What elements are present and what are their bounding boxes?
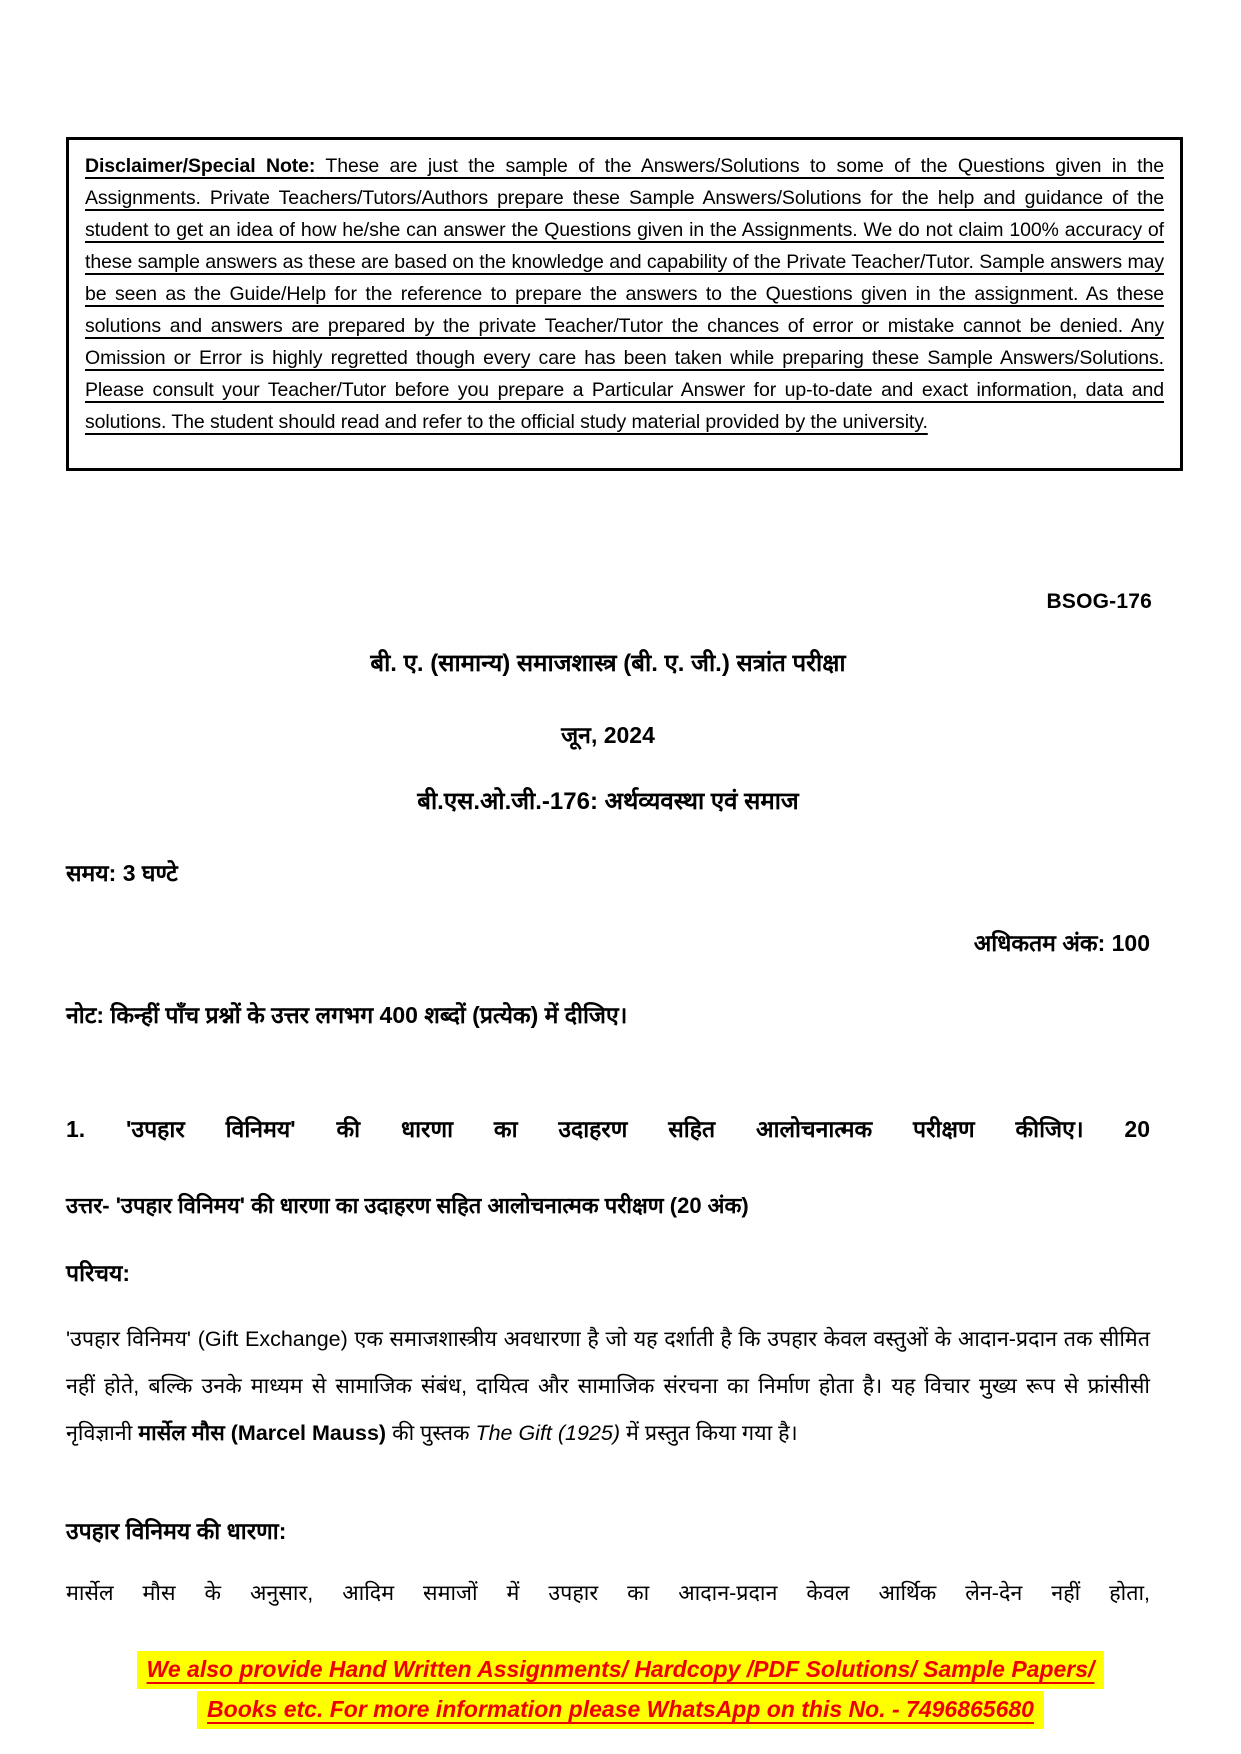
answer-1-heading: उत्तर- 'उपहार विनिमय' की धारणा का उदाहरण सहित आलोचनात्मक परीक्षण (20 अंक) [66,1193,749,1218]
disclaimer-label: Disclaimer/Special Note: [85,155,316,177]
footer-banner [0,1649,1241,1729]
concept-section-heading: उपहार विनिमय की धारणा: [66,1518,287,1544]
disclaimer-box [66,137,1183,471]
intro-paragraph [66,1316,1150,1457]
course-code: BSOG-176 [1046,590,1152,613]
intro-part-2: की पुस्तक [386,1420,476,1445]
intro-part-1: 'उपहार विनिमय' (Gift Exchange) एक समाजशास्त्रीय अवधारणा है जो यह दर्शाती है कि उपहार केवल वस्तुओं के आदान-प्रदान तक सीमित नहीं होते, बल्कि उनके माध्यम से सामाजिक संबंध, दायित्व और सामाजिक संरचना का निर्माण होता है। यह विचार मुख्य रूप से फ्रांसीसी नृविज्ञानी [66,1326,1150,1445]
max-marks: अधिकतम अंक: 100 [973,930,1150,956]
intro-section-heading: परिचय: [66,1260,131,1286]
footer-line-1: We also provide Hand Written Assignments/ Hardcopy /PDF Solutions/ Sample Papers/ [137,1651,1105,1689]
exam-note: नोट: किन्हीं पाँच प्रश्नों के उत्तर लगभग 400 शब्दों (प्रत्येक) में दीजिए। [66,1002,628,1028]
question-1-marks: 20 [1124,1116,1150,1142]
question-1 [66,1112,1150,1144]
disclaimer-text [85,150,1164,438]
intro-part-3: में प्रस्तुत किया गया है। [620,1420,798,1445]
exam-session: जून, 2024 [561,722,655,748]
time-allowed: समय: 3 घण्टे [66,860,178,886]
author-name-english: (Marcel Mauss) [230,1420,387,1445]
paper-title: बी.एस.ओ.जी.-176: अर्थव्यवस्था एवं समाज [417,788,799,815]
author-name-hindi: मार्सेल मौस [138,1420,225,1445]
exam-title: बी. ए. (सामान्य) समाजशास्त्र (बी. ए. जी.) सत्रांत परीक्षा [370,650,846,677]
footer-line-2: Books etc. For more information please WhatsApp on this No. - 7496865680 [197,1691,1044,1729]
concept-paragraph: मार्सेल मौस के अनुसार, आदिम समाजों में उपहार का आदान-प्रदान केवल आर्थिक लेन-देन नहीं होता, [66,1580,1150,1605]
question-1-text: 1. 'उपहार विनिमय' की धारणा का उदाहरण सहित आलोचनात्मक परीक्षण कीजिए। [66,1116,1084,1142]
disclaimer-body: These are just the sample of the Answers/Solutions to some of the Questions given in the Assignments. Private Teachers/Tutors/Authors prepare these Sample Answers/Solutions for the help and guidance of the student to get an idea of how he/she can answer the Questions given in the Assignments. We do not claim 100% accuracy of these sample answers as these are based on the knowledge and capability of the Private Teacher/Tutor. Sample answers may be seen as the Guide/Help for the reference to prepare the answers to the Questions given in the assignment. As these solutions and answers are prepared by the private Teacher/Tutor the chances of error or mistake cannot be denied. Any Omission or Error is highly regretted though every care has been taken while preparing these Sample Answers/Solutions. Please consult your Teacher/Tutor before you prepare a Particular Answer for up-to-date and exact information, data and solutions. The student should read and refer to the official study material provided by the university. [85,155,1164,433]
book-title: The Gift (1925) [475,1420,621,1445]
